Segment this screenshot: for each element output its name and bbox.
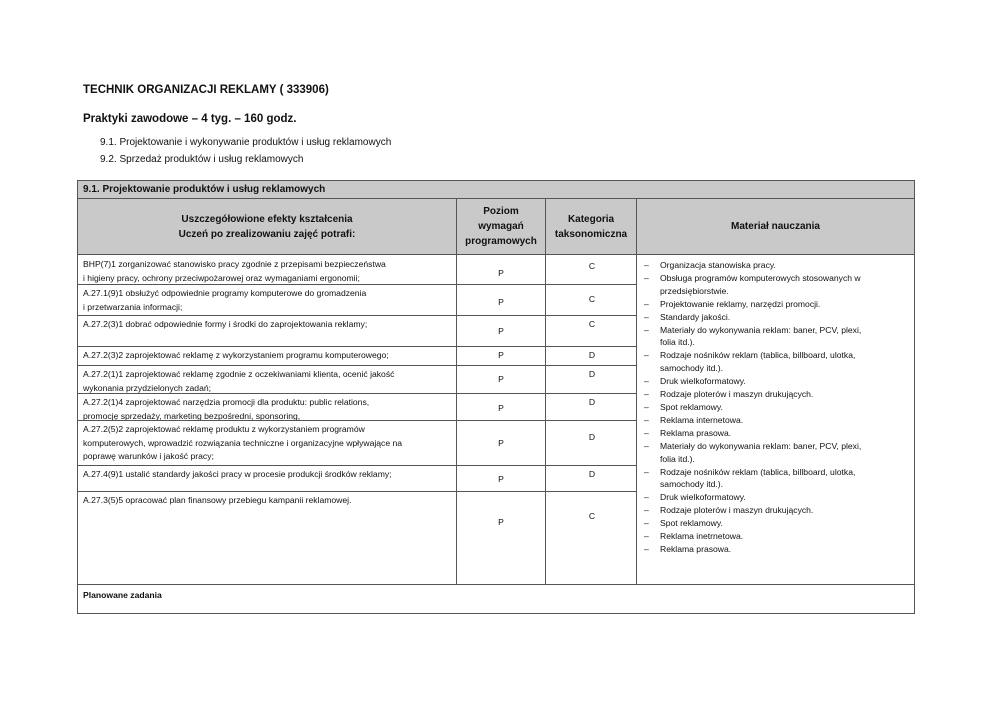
header-level-line: wymagań [478, 221, 524, 232]
material-item [638, 349, 910, 362]
module-item: 9.2. Sprzedaż produktów i usług reklamowych [100, 154, 304, 165]
dash-bullet: – [644, 414, 649, 425]
material-item [638, 517, 910, 530]
category-cell: D [588, 397, 596, 407]
material-item [638, 491, 910, 504]
category-cell: D [588, 432, 596, 442]
material-item-text: Druk wielkoformatowy. [660, 492, 746, 503]
dash-bullet: – [644, 466, 649, 477]
level-cell: P [498, 438, 504, 448]
material-item-text: Spot reklamowy. [660, 518, 723, 529]
effect-text-line: BHP(7)1 zorganizować stanowisko pracy zgodnie z przepisami bezpieczeństwa [83, 259, 386, 269]
category-cell: D [588, 350, 596, 360]
material-item [638, 311, 910, 324]
dash-bullet [638, 285, 660, 298]
row-divider [78, 346, 637, 347]
material-item [638, 324, 910, 337]
material-item-text: Rodzaje ploterów i maszyn drukujących. [660, 389, 814, 400]
row-divider [78, 465, 637, 466]
category-cell: D [588, 469, 596, 479]
dash-bullet: – [644, 376, 649, 387]
module-item: 9.1. Projektowanie i wykonywanie produktów i usług reklamowych [100, 137, 392, 148]
material-item [638, 427, 910, 440]
dash-bullet [638, 478, 660, 491]
effect-text [83, 396, 453, 423]
dash-bullet: – [644, 401, 649, 412]
effect-text [83, 468, 453, 482]
effect-text-line: wykonania przydzielonych zadań; [83, 382, 212, 393]
material-item [638, 388, 910, 401]
effect-text-line: A.27.2(5)2 zaprojektować reklamę produktu z wykorzystaniem programów [83, 424, 365, 434]
effect-text-line: A.27.1(9)1 obsłużyć odpowiednie programy komputerowe do gromadzenia [83, 288, 367, 298]
dash-bullet: – [644, 298, 649, 309]
dash-bullet: – [644, 389, 649, 400]
material-item-text: Materiały do wykonywania reklam: baner, PCV, plexi, [660, 440, 862, 451]
row-divider [78, 491, 637, 492]
dash-bullet [638, 362, 660, 375]
row-divider [78, 393, 637, 394]
header-effects [78, 199, 456, 255]
category-cell: D [588, 369, 596, 379]
header-level-line: programowych [465, 236, 537, 247]
material-item-text: Rodzaje nośników reklam (tablica, billboard, ulotka, [660, 466, 856, 477]
material-item-text: samochody itd.). [660, 479, 724, 490]
effect-text-line: promocję sprzedaży, marketing bezpośredni, sponsoring, [83, 410, 301, 421]
material-item [638, 259, 910, 272]
dash-bullet: – [644, 350, 649, 361]
dash-bullet: – [644, 518, 649, 529]
material-item-text: samochody itd.). [660, 363, 724, 374]
material-list [638, 259, 910, 556]
dash-bullet: – [644, 505, 649, 516]
column-divider [456, 199, 457, 584]
section-title: 9.1. Projektowanie produktów i usług reklamowych [78, 181, 914, 199]
material-item-text: Reklama prasowa. [660, 543, 732, 554]
effect-text-line: A.27.2(3)2 zaprojektować reklamę z wykorzystaniem programu komputerowego; [83, 350, 389, 360]
planned-tasks-label: Planowane zadania [83, 590, 162, 600]
effect-text [83, 349, 453, 363]
category-cell: C [588, 319, 596, 329]
dash-bullet: – [644, 311, 649, 322]
level-cell: P [498, 474, 504, 484]
effect-text [83, 494, 453, 508]
dash-bullet [638, 453, 660, 466]
header-effects-line: Uszczegółowione efekty kształcenia [181, 213, 353, 225]
row-divider [78, 420, 637, 421]
level-cell: P [498, 268, 504, 278]
effect-text-line: i przetwarzania informacji; [83, 301, 183, 312]
dash-bullet: – [644, 492, 649, 503]
level-cell: P [498, 517, 504, 527]
material-item [638, 272, 910, 285]
material-item-text: Rodzaje nośników reklam (tablica, billboard, ulotka, [660, 350, 856, 361]
level-cell: P [498, 350, 504, 360]
material-item [638, 414, 910, 427]
row-divider [78, 315, 637, 316]
dash-bullet [638, 336, 660, 349]
effect-text-line: poprawę warunków i jakość pracy; [83, 451, 214, 461]
dash-bullet: – [644, 324, 649, 335]
material-item-text: Rodzaje ploterów i maszyn drukujących. [660, 505, 814, 516]
effect-text [83, 258, 453, 285]
effect-text [83, 423, 453, 464]
dash-bullet: – [644, 440, 649, 451]
material-item [638, 375, 910, 388]
level-cell: P [498, 297, 504, 307]
header-level-line: Poziom [483, 206, 519, 217]
material-item [638, 466, 910, 479]
header-category [546, 199, 636, 255]
material-item [638, 336, 910, 349]
effect-text-line: A.27.2(3)1 dobrać odpowiednie formy i środki do zaprojektowania reklamy; [83, 319, 368, 329]
header-material [637, 199, 914, 255]
effect-text-line: A.27.4(9)1 ustalić standardy jakości pracy w procesie produkcji środków reklamy; [83, 469, 392, 479]
material-item-text: Obsługa programów komputerowych stosowanych w [660, 272, 861, 283]
material-item [638, 453, 910, 466]
header-level [457, 199, 545, 255]
material-item [638, 530, 910, 543]
material-item [638, 401, 910, 414]
material-item-text: Standardy jakości. [660, 311, 731, 322]
material-item-text: Spot reklamowy. [660, 401, 723, 412]
material-item [638, 504, 910, 517]
document-title: TECHNIK ORGANIZACJI REKLAMY ( 333906) [83, 84, 329, 96]
effect-text-line: i higieny pracy, ochrony przeciwpożarowej oraz wymaganiami ergonomii; [83, 272, 360, 283]
material-item-text: Reklama internetowa. [660, 414, 744, 425]
header-effects-line: Uczeń po zrealizowaniu zajęć potrafi: [178, 228, 356, 240]
material-item [638, 298, 910, 311]
material-item [638, 440, 910, 453]
dash-bullet: – [644, 272, 649, 283]
material-item-text: przedsiębiorstwie. [660, 285, 729, 296]
material-item-text: folia itd.). [660, 337, 695, 348]
curriculum-table [77, 180, 915, 614]
material-item-text: Materiały do wykonywania reklam: baner, PCV, plexi, [660, 324, 862, 335]
effect-text-line: A.27.3(5)5 opracować plan finansowy przebiegu kampanii reklamowej. [83, 495, 352, 505]
category-cell: C [588, 261, 596, 271]
category-cell: C [588, 294, 596, 304]
material-item-text: Druk wielkoformatowy. [660, 376, 746, 387]
material-item-text: Reklama inetrnetowa. [660, 531, 744, 542]
dash-bullet: – [644, 260, 649, 270]
material-item-text: Projektowanie reklamy, narzędzi promocji. [660, 298, 821, 309]
material-item [638, 362, 910, 375]
document-subtitle: Praktyki zawodowe – 4 tyg. – 160 godz. [83, 113, 297, 125]
column-divider [545, 199, 546, 584]
row-divider [78, 365, 637, 366]
effect-text-line: A.27.2(1)4 zaprojektować narzędzia promocji dla produktu: public relations, [83, 397, 370, 407]
header-material-text: Materiał nauczania [731, 221, 820, 232]
header-category-line: taksonomiczna [554, 228, 628, 240]
level-cell: P [498, 403, 504, 413]
effect-text [83, 287, 453, 314]
material-item-text: Organizacja stanowiska pracy. [660, 260, 776, 270]
material-item [638, 285, 910, 298]
dash-bullet: – [644, 543, 649, 554]
dash-bullet: – [644, 531, 649, 542]
category-cell: C [588, 511, 596, 521]
material-item-text: folia itd.). [660, 453, 695, 464]
material-item-text: Reklama prasowa. [660, 427, 732, 438]
row-divider [78, 284, 637, 285]
level-cell: P [498, 326, 504, 336]
header-category-line: Kategoria [567, 213, 615, 225]
planned-divider [78, 584, 914, 585]
level-cell: P [498, 374, 504, 384]
effect-text-line: komputerowych, wprowadzić rozwiązania techniczne i organizacyjne wpływające na [83, 437, 403, 448]
material-item [638, 478, 910, 491]
effect-text [83, 318, 453, 332]
effect-text-line: A.27.2(1)1 zaprojektować reklamę zgodnie z oczekiwaniami klienta, ocenić jakość [83, 369, 395, 379]
effect-text [83, 368, 453, 395]
column-divider [636, 199, 637, 584]
material-item [638, 543, 910, 556]
module-list [100, 134, 391, 168]
dash-bullet: – [644, 427, 649, 438]
